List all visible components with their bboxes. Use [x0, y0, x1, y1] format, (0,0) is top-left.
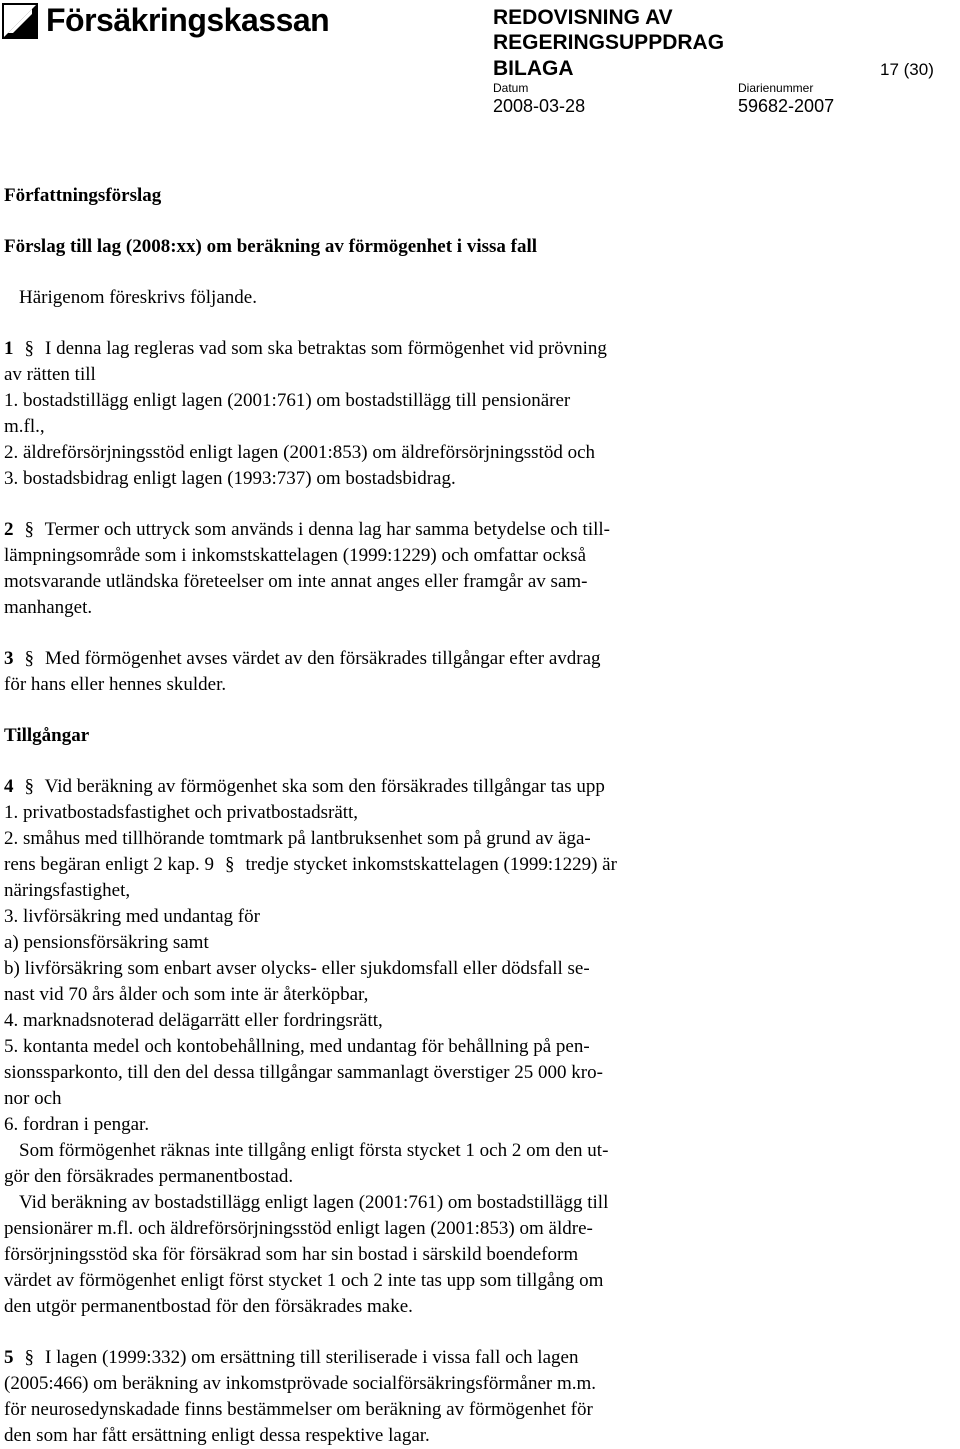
text-line: 1. privatbostadsfastighet och privatbostadsrätt, — [4, 802, 359, 823]
law-title: Förslag till lag (2008:xx) om beräkning av förmögenhet i vissa fall — [4, 236, 538, 257]
text-line: av rätten till — [4, 364, 96, 385]
date-label: Datum — [493, 81, 529, 95]
text-line: Vid beräkning av förmögenhet ska som den försäkrades tillgångar tas upp — [44, 776, 605, 797]
diary-number-label: Diarienummer — [738, 81, 814, 95]
subsection-heading: Tillgångar — [4, 725, 90, 746]
text-line: a) pensionsförsäkring samt — [4, 932, 209, 953]
text-line: 2. äldreförsörjningsstöd enligt lagen (2001:853) om äldreförsörjningsstöd och — [4, 442, 596, 463]
paragraph-2 — [4, 517, 734, 621]
text-line: för neurosedynskadade finns bestämmelser om beräkning av förmögenhet för — [4, 1399, 593, 1420]
section-sign: § — [24, 776, 34, 797]
text-line: tredje stycket inkomstskattelagen (1999:1229) är — [245, 854, 617, 875]
paragraph-number: 1 — [4, 338, 14, 359]
text-line: nor och — [4, 1088, 62, 1109]
text-line: den som har fått ersättning enligt dessa respektive lagar. — [4, 1425, 430, 1446]
text-line: värdet av förmögenhet enligt först stycket 1 och 2 inte tas upp som tillgång om — [4, 1270, 604, 1291]
text-line: pensionärer m.fl. och äldreförsörjningsstöd enligt lagen (2001:853) om äldre- — [4, 1218, 593, 1239]
text-line: 3. bostadsbidrag enligt lagen (1993:737) om bostadsbidrag. — [4, 468, 456, 489]
text-line: Termer och uttryck som används i denna lag har samma betydelse och till- — [44, 519, 610, 540]
document-type-line-1: REDOVISNING AV — [493, 6, 673, 29]
paragraph-1 — [4, 336, 734, 492]
section-sign: § — [24, 519, 34, 540]
text-line: b) livförsäkring som enbart avser olycks- eller sjukdomsfall eller dödsfall se- — [4, 958, 590, 979]
text-line: för hans eller hennes skulder. — [4, 674, 227, 695]
intro-text: Härigenom föreskrivs följande. — [19, 287, 257, 308]
document-type-line-3: BILAGA — [493, 57, 574, 80]
section-sign: § — [24, 648, 34, 669]
text-line: den utgör permanentbostad för den försäkrades make. — [4, 1296, 413, 1317]
document-type-line-2: REGERINGSUPPDRAG — [493, 31, 725, 54]
text-line: Som förmögenhet räknas inte tillgång enligt första stycket 1 och 2 om den ut- — [19, 1140, 609, 1161]
text-line: Vid beräkning av bostadstillägg enligt lagen (2001:761) om bostadstillägg till — [19, 1192, 609, 1213]
section-sign: § — [24, 338, 34, 359]
section-sign: § — [24, 1347, 34, 1368]
diary-number-value: 59682-2007 — [738, 96, 835, 116]
paragraph-number: 2 — [4, 519, 14, 540]
text-line: näringsfastighet, — [4, 880, 131, 901]
text-line: manhanget. — [4, 597, 93, 618]
text-line: nast vid 70 års ålder och som inte är återköpbar, — [4, 984, 369, 1005]
text-line: 5. kontanta medel och kontobehållning, med undantag för behållning på pen- — [4, 1036, 590, 1057]
logo-icon — [2, 3, 38, 39]
section-sign: § — [224, 854, 235, 875]
text-line: motsvarande utländska företeelser om inte annat anges eller framgår av sam- — [4, 571, 588, 592]
text-line: försörjningsstöd ska för försäkrad som har sin bostad i särskild boendeform — [4, 1244, 579, 1265]
document-body — [4, 183, 734, 1449]
date-value: 2008-03-28 — [493, 96, 586, 116]
text-line: 2. småhus med tillhörande tomtmark på lantbruksenhet som på grund av äga- — [4, 828, 591, 849]
text-line: 3. livförsäkring med undantag för — [4, 906, 260, 927]
text-line: I lagen (1999:332) om ersättning till steriliserade i vissa fall och lagen — [45, 1347, 579, 1368]
paragraph-number: 4 — [4, 776, 14, 797]
text-line: 6. fordran i pengar. — [4, 1114, 150, 1135]
paragraph-number: 3 — [4, 648, 14, 669]
text-line: lämpningsområde som i inkomstskattelagen (1999:1229) och omfattar också — [4, 545, 587, 566]
text-line: I denna lag regleras vad som ska betraktas som förmögenhet vid prövning — [45, 338, 607, 359]
logo-wordmark: Försäkringskassan — [46, 2, 330, 38]
paragraph-3 — [4, 646, 734, 698]
page-number: 17 (30) — [880, 60, 934, 79]
section-heading: Författningsförslag — [4, 185, 162, 206]
paragraph-4 — [4, 774, 734, 1320]
text-line: rens begäran enligt 2 kap. 9 — [4, 854, 214, 875]
paragraph-5 — [4, 1345, 734, 1449]
text-line: (2005:466) om beräkning av inkomstprövade socialförsäkringsförmåner m.m. — [4, 1373, 597, 1394]
text-line: 1. bostadstillägg enligt lagen (2001:761) om bostadstillägg till pensionärer — [4, 390, 571, 411]
text-line: 4. marknadsnoterad delägarrätt eller fordringsrätt, — [4, 1010, 383, 1031]
text-line: Med förmögenhet avses värdet av den försäkrades tillgångar efter avdrag — [45, 648, 601, 669]
text-line: gör den försäkrades permanentbostad. — [4, 1166, 294, 1187]
paragraph-number: 5 — [4, 1347, 14, 1368]
text-line: sionssparkonto, till den del dessa tillgångar sammanlagt överstiger 25 000 kro- — [4, 1062, 603, 1083]
text-line: m.fl., — [4, 416, 45, 437]
